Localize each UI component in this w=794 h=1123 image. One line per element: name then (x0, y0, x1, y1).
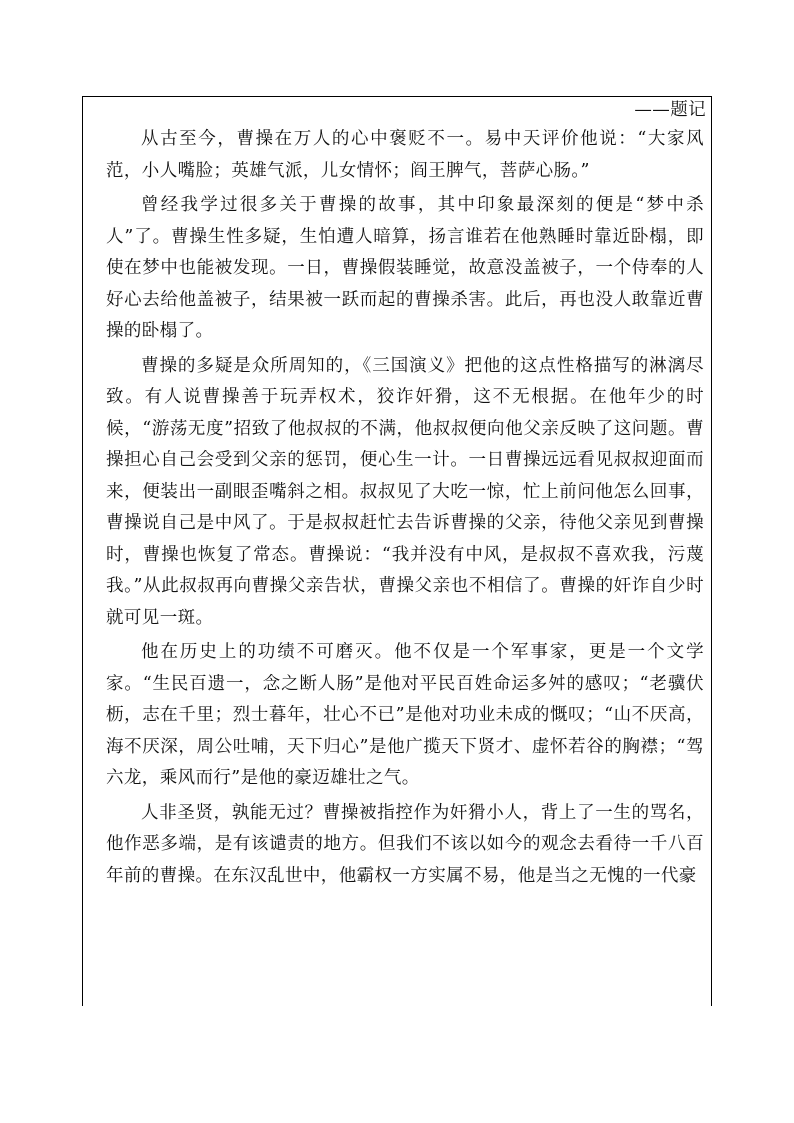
paragraph-5: 人非圣贤，孰能无过？曹操被指控作为奸猾小人，背上了一生的骂名，他作恶多端，是有该谴责的地方。但我们不该以如今的观念去看待一千八百年前的曹操。在东汉乱世中，他霸权一方实属不易，他是当之无愧的一代豪 (106, 802, 704, 886)
epigraph-signature: ——题记 (634, 100, 706, 120)
paragraph-2: 曾经我学过很多关于曹操的故事，其中印象最深刻的便是“梦中杀人”了。曹操生性多疑，生怕遭人暗算，扬言谁若在他熟睡时靠近卧榻，即使在梦中也能被发现。一日，曹操假装睡觉，故意没盖被子，一个侍奉的人好心去给他盖被子，结果被一跃而起的曹操杀害。此后，再也没人敢靠近曹操的卧榻了。 (106, 195, 704, 341)
paragraph-4: 他在历史上的功绩不可磨灭。他不仅是一个军事家，更是一个文学家。“生民百遗一，念之断人肠”是他对平民百姓命运多舛的感叹；“老骥伏枥，志在千里；烈士暮年，壮心不已”是他对功业未成的慨叹；“山不厌高，海不厌深，周公吐哺，天下归心”是他广揽天下贤才、虚怀若谷的胸襟；“驾六龙，乘风而行”是他的豪迈雄壮之气。 (106, 642, 704, 788)
paragraph-1: 从古至今，曹操在万人的心中褒贬不一。易中天评价他说：“大家风范，小人嘴脸；英雄气派，儿女情怀；阎王脾气，菩萨心肠。” (106, 129, 704, 181)
paragraph-3: 曹操的多疑是众所周知的，《三国演义》把他的这点性格描写的淋漓尽致。有人说曹操善于玩弄权术，狡诈奸猾，这不无根据。在他年少的时候，“游荡无度”招致了他叔叔的不满，他叔叔便向他父亲反映了这问题。曹操担心自己会受到父亲的惩罚，便心生一计。一日曹操远远看见叔叔迎面而来，便装出一副眼歪嘴斜之相。叔叔见了大吃一惊，忙上前问他怎么回事，曹操说自己是中风了。于是叔叔赶忙去告诉曹操的父亲，待他父亲见到曹操时，曹操也恢复了常态。曹操说：“我并没有中风，是叔叔不喜欢我，污蔑我。”从此叔叔再向曹操父亲告状，曹操父亲也不相信了。曹操的奸诈自少时就可见一斑。 (106, 355, 704, 628)
essay-body (106, 96, 704, 892)
